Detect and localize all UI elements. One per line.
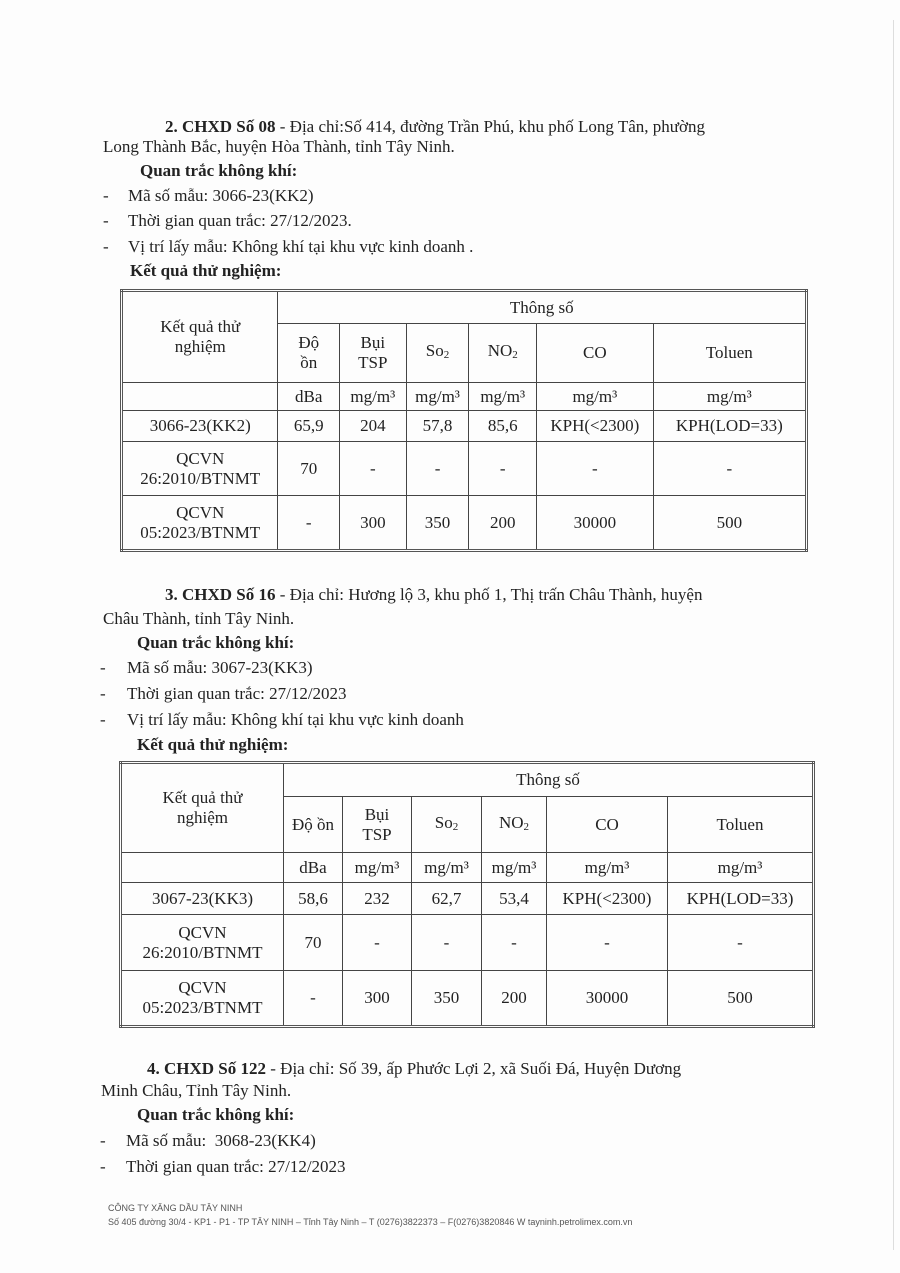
section-3-bullet: - Mã số mẫu: 3067-23(KK3) (100, 658, 313, 677)
table-row (122, 411, 807, 442)
value-cell: - (406, 442, 469, 496)
section-4-bullet: - Mã số mẫu: 3068-23(KK4) (100, 1131, 316, 1150)
footer-company: CÔNG TY XĂNG DẦU TÂY NINH (108, 1203, 243, 1213)
address-text: - Địa chỉ: Hương lộ 3, khu phố 1, Thị trấn Châu Thành, huyện (275, 585, 703, 604)
section-3-bullet: - Vị trí lấy mẫu: Không khí tại khu vực kinh doanh (100, 710, 464, 729)
value-cell: 204 (339, 411, 406, 442)
section-4-bullet: - Thời gian quan trắc: 27/12/2023 (100, 1157, 346, 1176)
value-cell: 70 (284, 915, 343, 971)
scan-edge (893, 20, 894, 1250)
value-cell: - (412, 915, 482, 971)
results-table-kk3 (119, 761, 815, 1028)
section-3-bullet: - Thời gian quan trắc: 27/12/2023 (100, 684, 347, 703)
row-label: 3067-23(KK3) (121, 883, 284, 915)
sample-code: Mã số mẫu: 3067-23(KK3) (127, 658, 313, 677)
unit-cell: dBa (278, 383, 340, 411)
value-cell: - (537, 442, 654, 496)
value-cell: 350 (412, 971, 482, 1027)
param-header: $NO_2$ (482, 797, 547, 853)
section-4-address-line2: Minh Châu, Tỉnh Tây Ninh. (101, 1081, 292, 1100)
value-cell: 53,4 (482, 883, 547, 915)
section-2-heading (165, 116, 705, 138)
value-cell: 200 (482, 971, 547, 1027)
table-row (122, 496, 807, 551)
monitoring-time: Thời gian quan trắc: 27/12/2023 (126, 1157, 346, 1176)
value-cell: - (278, 496, 340, 551)
value-cell: KPH(LOD=33) (668, 883, 814, 915)
sample-code: Mã số mẫu: 3068-23(KK4) (126, 1131, 316, 1150)
units-corner (121, 853, 284, 883)
row-label: QCVN 05:2023/BTNMT (122, 496, 278, 551)
value-cell: 70 (278, 442, 340, 496)
value-cell: 350 (406, 496, 469, 551)
value-cell: 300 (343, 971, 412, 1027)
table-row (121, 971, 814, 1027)
unit-cell: mg/m³ (537, 383, 654, 411)
value-cell: 58,6 (284, 883, 343, 915)
section-4-subheading: Quan trắc không khí: (137, 1105, 295, 1124)
param-header: Độ ồn (284, 797, 343, 853)
section-2-bullet: - Thời gian quan trắc: 27/12/2023. (103, 211, 352, 230)
value-cell: KPH(LOD=33) (653, 411, 806, 442)
table-row (122, 442, 807, 496)
value-cell: 232 (343, 883, 412, 915)
station-name: 3. CHXD Số 16 (165, 585, 276, 604)
unit-cell: dBa (284, 853, 343, 883)
row-label: QCVN 05:2023/BTNMT (121, 971, 284, 1027)
unit-cell: mg/m³ (412, 853, 482, 883)
param-header: Độ ồn (278, 324, 340, 383)
param-header: $NO_2$ (469, 324, 537, 383)
value-cell: - (482, 915, 547, 971)
address-text: - Địa chỉ: Số 39, ấp Phước Lợi 2, xã Suối Đá, Huyện Dương (266, 1059, 682, 1078)
value-cell: 65,9 (278, 411, 340, 442)
table-row (121, 883, 814, 915)
unit-cell: mg/m³ (406, 383, 469, 411)
corner-header: Kết quả thử nghiệm (121, 763, 284, 853)
value-cell: KPH(<2300) (547, 883, 668, 915)
value-cell: - (284, 971, 343, 1027)
group-header: Thông số (278, 291, 807, 324)
table-row (121, 915, 814, 971)
param-header: Toluen (668, 797, 814, 853)
section-3-result-label: Kết quả thử nghiệm: (137, 735, 289, 754)
section-3-heading (165, 584, 702, 606)
section-3-subheading: Quan trắc không khí: (137, 633, 295, 652)
unit-cell: mg/m³ (547, 853, 668, 883)
sample-code: Mã số mẫu: 3066-23(KK2) (128, 186, 314, 205)
row-label: QCVN 26:2010/BTNMT (121, 915, 284, 971)
value-cell: - (343, 915, 412, 971)
value-cell: - (653, 442, 806, 496)
param-header: $So_2$ (412, 797, 482, 853)
section-4-heading (147, 1058, 681, 1080)
results-table-kk2 (120, 289, 808, 552)
footer-address: Số 405 đường 30/4 - KP1 - P1 - TP TÂY NINH – Tỉnh Tây Ninh – T (0276)3822373 – F(0276)3820846 W tayninh.petrolimex.com.vn (108, 1217, 633, 1227)
monitoring-time: Thời gian quan trắc: 27/12/2023. (128, 211, 352, 230)
value-cell: 57,8 (406, 411, 469, 442)
unit-cell: mg/m³ (339, 383, 406, 411)
value-cell: - (547, 915, 668, 971)
param-header: Toluen (653, 324, 806, 383)
param-header: Bụi TSP (339, 324, 406, 383)
value-cell: KPH(<2300) (537, 411, 654, 442)
row-label: 3066-23(KK2) (122, 411, 278, 442)
unit-cell: mg/m³ (482, 853, 547, 883)
sampling-location: Vị trí lấy mẫu: Không khí tại khu vực kinh doanh . (128, 237, 474, 256)
value-cell: - (469, 442, 537, 496)
unit-cell: mg/m³ (469, 383, 537, 411)
row-label: QCVN 26:2010/BTNMT (122, 442, 278, 496)
value-cell: 30000 (537, 496, 654, 551)
section-2-subheading: Quan trắc không khí: (140, 161, 298, 180)
value-cell: 300 (339, 496, 406, 551)
unit-cell: mg/m³ (653, 383, 806, 411)
value-cell: 500 (653, 496, 806, 551)
section-2-bullet: - Mã số mẫu: 3066-23(KK2) (103, 186, 314, 205)
param-header: Bụi TSP (343, 797, 412, 853)
station-name: 2. CHXD Số 08 (165, 117, 276, 136)
sampling-location: Vị trí lấy mẫu: Không khí tại khu vực kinh doanh (127, 710, 464, 729)
units-corner (122, 383, 278, 411)
section-2-result-label: Kết quả thử nghiệm: (130, 261, 282, 280)
group-header: Thông số (284, 763, 814, 797)
value-cell: - (668, 915, 814, 971)
monitoring-time: Thời gian quan trắc: 27/12/2023 (127, 684, 347, 703)
section-3-address-line2: Châu Thành, tỉnh Tây Ninh. (103, 609, 295, 628)
param-header: CO (547, 797, 668, 853)
value-cell: - (339, 442, 406, 496)
value-cell: 62,7 (412, 883, 482, 915)
station-name: 4. CHXD Số 122 (147, 1059, 267, 1078)
section-2-bullet: - Vị trí lấy mẫu: Không khí tại khu vực kinh doanh . (103, 237, 474, 256)
value-cell: 200 (469, 496, 537, 551)
address-text: - Địa chỉ:Số 414, đường Trần Phú, khu phố Long Tân, phường (275, 117, 705, 136)
value-cell: 85,6 (469, 411, 537, 442)
unit-cell: mg/m³ (343, 853, 412, 883)
value-cell: 30000 (547, 971, 668, 1027)
corner-header: Kết quả thử nghiệm (122, 291, 278, 383)
param-header: $So_2$ (406, 324, 469, 383)
unit-cell: mg/m³ (668, 853, 814, 883)
param-header: CO (537, 324, 654, 383)
value-cell: 500 (668, 971, 814, 1027)
section-2-address-line2: Long Thành Bắc, huyện Hòa Thành, tỉnh Tây Ninh. (103, 137, 455, 156)
